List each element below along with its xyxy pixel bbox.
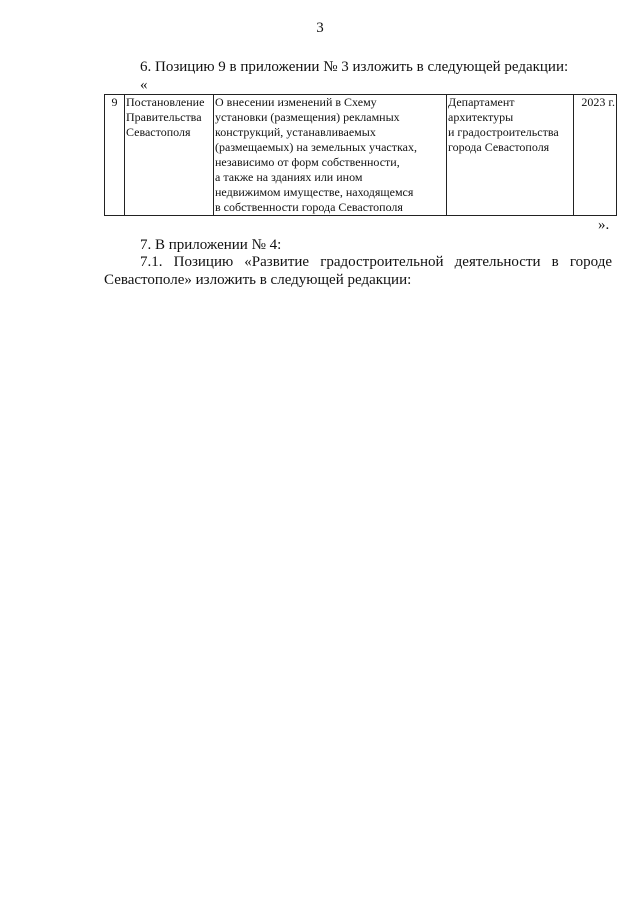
opening-quote: « — [140, 77, 148, 93]
closing-quote: ». — [598, 217, 610, 233]
position-table — [104, 94, 617, 216]
table-row — [105, 95, 617, 216]
paragraph-7: 7. В приложении № 4: — [140, 237, 282, 253]
department-cell: Департамент архитектуры и градостроительства города Севастополя — [447, 95, 574, 216]
page-number: 3 — [316, 20, 324, 36]
document-type-cell: Постановление Правительства Севастополя — [125, 95, 214, 216]
row-number-cell: 9 — [105, 95, 125, 216]
document-title-cell: О внесении изменений в Схему установки (размещения) рекламных конструкций, устанавливаемых (размещаемых) на земельных участках, независимо от форм собственности, а также на зданиях или ином недвижимом имуществе, находящемся в собственности города Севастополя — [214, 95, 447, 216]
paragraph-6: 6. Позицию 9 в приложении № 3 изложить в следующей редакции: — [140, 59, 569, 75]
paragraph-7-1: 7.1. Позицию «Развитие градостроительной деятельности в городе Севастополе» изложить в следующей редакции: — [104, 254, 612, 288]
year-cell: 2023 г. — [574, 95, 617, 216]
